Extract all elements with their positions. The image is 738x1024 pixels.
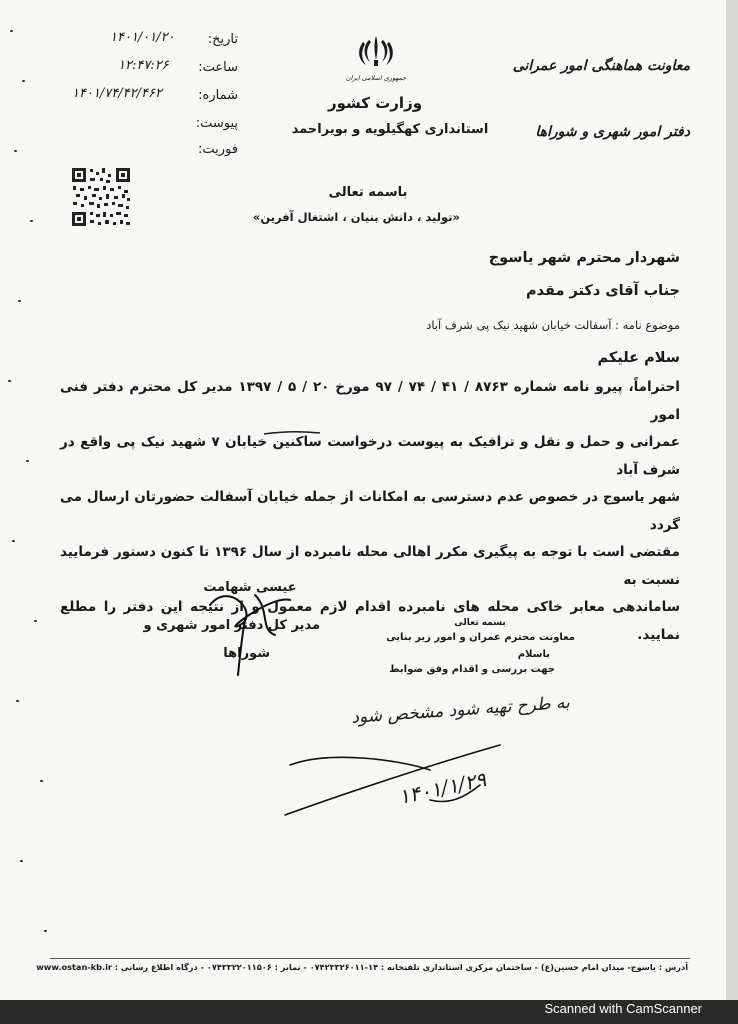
referral-basmala: بسمه تعالی xyxy=(454,618,506,628)
letter-body xyxy=(60,374,680,649)
deputy-title: معاونت هماهنگی امور عمرانی xyxy=(512,58,690,74)
body-line-3: شهر یاسوج در خصوص عدم دسترسی به امکانات از جمله خیابان آسفالت حضورتان ارسال می گردد xyxy=(60,489,680,533)
greeting: سلام علیکم xyxy=(597,350,680,366)
referral-line-3: باسلام xyxy=(517,649,550,660)
referral-line-2: معاونت محترم عمران و امور زیر بنایی xyxy=(386,632,575,643)
date-label: تاریخ: xyxy=(207,32,238,47)
signatory-title-1: مدیر کل دفتر امور شهری و xyxy=(143,618,320,633)
emblem-caption: جمهوری اسلامی ایران xyxy=(345,74,407,82)
handwritten-date: ۱۴۰۱/۱/۲۹ xyxy=(396,767,489,809)
governorate-title: استانداری کهگیلویه و بویراحمد xyxy=(291,122,489,137)
scan-speck xyxy=(22,80,25,82)
referral-line-4: جهت بررسی و اقدام وفق ضوابط xyxy=(389,664,555,675)
scan-speck xyxy=(8,380,11,382)
urgency-label: فوریت: xyxy=(198,142,238,157)
date-value: ۱۴۰۱/۰۱/۲۰ xyxy=(110,30,175,45)
qr-code xyxy=(70,166,132,228)
attachment-label: پیوست: xyxy=(195,116,238,131)
recipient-line-2: جناب آقای دکتر مقدم xyxy=(526,283,680,299)
scan-speck xyxy=(20,860,23,862)
scan-speck xyxy=(30,220,33,222)
footer-rule xyxy=(50,958,690,959)
subject-label: موضوع نامه : xyxy=(615,318,680,332)
scan-speck xyxy=(44,930,47,932)
footer-address: آدرس : یاسوج- میدان امام حسین(ع) - ساختمان مرکزی استانداری تلفنخانه : ۱۴-۰۷۴۲۳۳۲۶۰۱۱ - نمابر : ۰۷۴۳۳۲۲۰۱۱۵۰۶ - درگاه اطلاع رسانی : www.ostan-kb.ir xyxy=(36,962,688,972)
body-line-4: مقتضی است با توجه به پیگیری مکرر اهالی محله نامبرده از سال ۱۳۹۶ تا کنون دستور فرمایید نسبت به xyxy=(60,544,681,588)
body-line-5: ساماندهی معابر خاکی محله های نامبرده اقدام لازم معمول و از نتیجه این دفتر را مطلع نمایید. xyxy=(60,599,680,643)
scan-speck xyxy=(26,460,29,462)
scan-speck xyxy=(18,300,21,302)
body-line-2: عمرانی و حمل و نقل و ترافیک به پیوست درخواست ساکنین خیابان ۷ شهید نیک پی واقع در شرف آباد xyxy=(60,434,680,478)
slogan: «تولید ، دانش بنیان ، اشتغال آفرین» xyxy=(252,210,460,224)
scan-speck xyxy=(34,620,37,622)
recipient-line-1: شهردار محترم شهر یاسوج xyxy=(488,250,680,266)
number-value: ۱۴۰۱/۷۴/۴۲/۴۶۲ xyxy=(72,86,162,101)
scan-speck xyxy=(10,30,13,32)
iran-emblem-icon xyxy=(352,32,400,72)
scan-speck xyxy=(16,700,19,702)
subject-line xyxy=(380,318,680,332)
scan-speck xyxy=(12,540,15,542)
time-label: ساعت: xyxy=(198,60,238,75)
page-edge xyxy=(726,0,738,1000)
body-line-1: احتراماً، پیرو نامه شماره ۸۷۶۳ / ۴۱ / ۷۴ / ۹۷ مورخ ۲۰ / ۵ / ۱۳۹۷ مدیر کل محترم دفتر فنی امور xyxy=(60,379,680,423)
signature-mark xyxy=(200,575,310,685)
office-title: دفتر امور شهری و شوراها xyxy=(535,124,690,140)
ministry-title: وزارت کشور xyxy=(327,94,423,112)
handwritten-flourish xyxy=(280,725,510,825)
scan-speck xyxy=(14,150,17,152)
handwritten-note: به طرح تهیه شود مشخص شود xyxy=(350,692,571,728)
underline-mark xyxy=(262,428,322,438)
signatory-title-2: شوراها xyxy=(223,646,270,661)
signatory-name: عیسی شهامت xyxy=(203,580,297,595)
subject-text: آسفالت خیابان شهید نیک پی شرف آباد xyxy=(426,318,612,332)
scanner-banner-text: Scanned with CamScanner xyxy=(544,1001,702,1016)
time-value: ۱۲:۴۷:۲۶ xyxy=(118,58,169,73)
scan-speck xyxy=(40,780,43,782)
number-label: شماره: xyxy=(198,88,238,103)
basmala: باسمه تعالی xyxy=(328,185,408,200)
